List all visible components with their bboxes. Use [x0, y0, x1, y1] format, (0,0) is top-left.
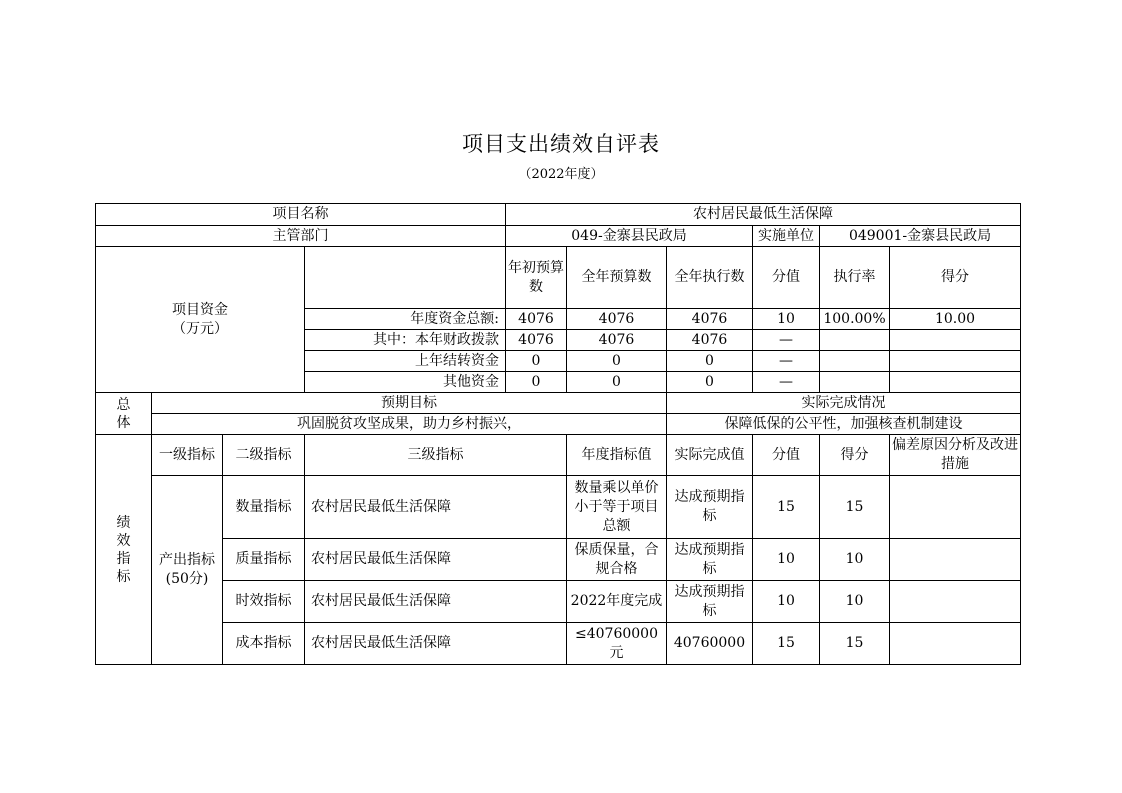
- header-perf-score: 得分: [820, 435, 890, 476]
- indicator-score: 10: [820, 539, 890, 581]
- funds-initial: 0: [506, 351, 567, 372]
- funds-initial: 4076: [506, 330, 567, 351]
- funds-score: [890, 351, 1021, 372]
- funds-row-label: 上年结转资金: [305, 351, 506, 372]
- header-executed: 全年执行数: [667, 247, 753, 309]
- actual-value: 达成预期指标: [667, 476, 753, 539]
- indicator-score-value: 15: [753, 476, 820, 539]
- header-level1: 一级指标: [152, 435, 223, 476]
- header-deviation: 偏差原因分析及改进措施: [890, 435, 1021, 476]
- header-execution-rate: 执行率: [820, 247, 890, 309]
- funds-full-year: 0: [567, 372, 667, 393]
- funds-label-text: 项目资金: [172, 301, 228, 318]
- funds-rate: [820, 372, 890, 393]
- funds-full-year: 4076: [567, 330, 667, 351]
- funds-executed: 0: [667, 372, 753, 393]
- header-initial-budget: 年初预算数: [506, 247, 567, 309]
- funds-rate: 100.00%: [820, 309, 890, 330]
- header-score-value: 分值: [753, 247, 820, 309]
- actual-value: 达成预期指标: [667, 581, 753, 623]
- header-annual-target: 年度指标值: [567, 435, 667, 476]
- level2-indicator: 质量指标: [223, 539, 305, 581]
- indicator-row: [96, 539, 1021, 581]
- project-name-row: [96, 204, 1021, 226]
- indicator-score: 10: [820, 581, 890, 623]
- level2-indicator: 数量指标: [223, 476, 305, 539]
- page-subtitle: （2022年度）: [518, 167, 604, 182]
- level1-output-indicator: [152, 476, 223, 665]
- funds-label: [96, 247, 305, 393]
- indicator-score-value: 15: [753, 623, 820, 665]
- performance-label: [96, 435, 152, 665]
- actual-value: 40760000: [667, 623, 753, 665]
- indicator-row: [96, 623, 1021, 665]
- indicator-row: [96, 581, 1021, 623]
- funds-row-label: 其他资金: [305, 372, 506, 393]
- funds-score-value: —: [753, 372, 820, 393]
- expected-goal: 巩固脱贫攻坚成果，助力乡村振兴，: [152, 414, 667, 435]
- level3-indicator: 农村居民最低生活保障: [305, 623, 567, 665]
- actual-completion: 保障低保的公平性，加强核查机制建设: [667, 414, 1021, 435]
- funds-initial: 0: [506, 372, 567, 393]
- funds-initial: 4076: [506, 309, 567, 330]
- level3-indicator: 农村居民最低生活保障: [305, 581, 567, 623]
- indicator-score-value: 10: [753, 539, 820, 581]
- header-full-year-budget: 全年预算数: [567, 247, 667, 309]
- funds-score-value: —: [753, 351, 820, 372]
- indicator-score: 15: [820, 476, 890, 539]
- level3-indicator: 农村居民最低生活保障: [305, 539, 567, 581]
- deviation-cell: [890, 581, 1021, 623]
- funds-score: [890, 330, 1021, 351]
- funds-executed: 0: [667, 351, 753, 372]
- overall-content-row: [96, 414, 1021, 435]
- annual-target: 保质保量，合规合格: [567, 539, 667, 581]
- dept-label: 主管部门: [96, 226, 506, 247]
- header-perf-score-value: 分值: [753, 435, 820, 476]
- annual-target: 2022年度完成: [567, 581, 667, 623]
- funds-unit: （万元）: [172, 320, 228, 337]
- department-row: [96, 226, 1021, 247]
- funds-score-value: —: [753, 330, 820, 351]
- funds-header-row: [96, 247, 1021, 309]
- funds-score: [890, 372, 1021, 393]
- funds-score-value: 10: [753, 309, 820, 330]
- performance-header-row: [96, 435, 1021, 476]
- funds-executed: 4076: [667, 309, 753, 330]
- funds-header-blank: [305, 247, 506, 309]
- level2-indicator: 时效指标: [223, 581, 305, 623]
- funds-row-label: 年度资金总额:: [305, 309, 506, 330]
- overall-label-text: 总体: [116, 396, 131, 431]
- header-actual-value: 实际完成值: [667, 435, 753, 476]
- actual-value: 达成预期指标: [667, 539, 753, 581]
- funds-row-label: 其中：本年财政拨款: [305, 330, 506, 351]
- deviation-cell: [890, 476, 1021, 539]
- annual-target: 数量乘以单价小于等于项目总额: [567, 476, 667, 539]
- header-level2: 二级指标: [223, 435, 305, 476]
- funds-rate: [820, 330, 890, 351]
- overall-header-row: [96, 393, 1021, 414]
- header-score: 得分: [890, 247, 1021, 309]
- deviation-cell: [890, 623, 1021, 665]
- indicator-row: [96, 476, 1021, 539]
- impl-label: 实施单位: [753, 226, 820, 247]
- project-name-value: 农村居民最低生活保障: [506, 204, 1021, 226]
- funds-rate: [820, 351, 890, 372]
- level1-output-text: 产出指标(50分): [159, 552, 215, 587]
- page-title: 项目支出绩效自评表: [462, 132, 660, 156]
- expected-goal-header: 预期目标: [152, 393, 667, 414]
- indicator-score: 15: [820, 623, 890, 665]
- performance-label-text: 绩效指标: [116, 514, 131, 585]
- funds-full-year: 4076: [567, 309, 667, 330]
- dept-value: 049-金寨县民政局: [506, 226, 753, 247]
- overall-label: [96, 393, 152, 435]
- indicator-score-value: 10: [753, 581, 820, 623]
- funds-full-year: 0: [567, 351, 667, 372]
- level2-indicator: 成本指标: [223, 623, 305, 665]
- header-level3: 三级指标: [305, 435, 567, 476]
- evaluation-table: [95, 203, 1021, 665]
- level3-indicator: 农村居民最低生活保障: [305, 476, 567, 539]
- actual-completion-header: 实际完成情况: [667, 393, 1021, 414]
- deviation-cell: [890, 539, 1021, 581]
- project-name-label: 项目名称: [96, 204, 506, 226]
- annual-target: ≤40760000元: [567, 623, 667, 665]
- impl-value: 049001-金寨县民政局: [820, 226, 1021, 247]
- funds-executed: 4076: [667, 330, 753, 351]
- funds-score: 10.00: [890, 309, 1021, 330]
